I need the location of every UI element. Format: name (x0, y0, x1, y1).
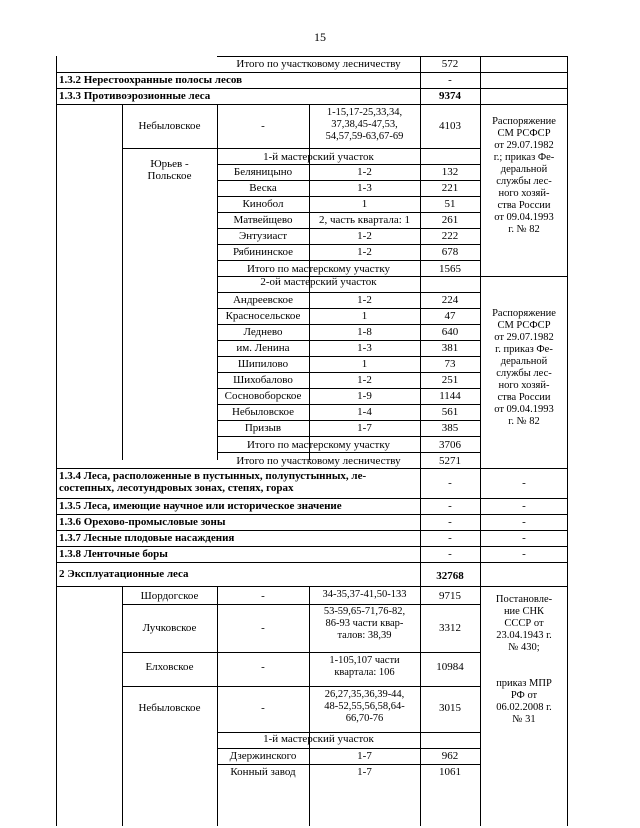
table-border-right (567, 56, 568, 826)
line (217, 356, 481, 357)
settlement-name: Сосновоборское (224, 390, 302, 402)
section-1-3-4-value: - (448, 477, 452, 489)
settlement-name: им. Ленина (236, 342, 290, 354)
section-1-3-3-value: 9374 (439, 90, 461, 102)
section-1-3-3-title: 1.3.3 Противоэрозионные леса (59, 90, 211, 102)
master-dash: - (261, 590, 265, 602)
line (217, 196, 481, 197)
section-1-3-7-note: - (522, 532, 526, 544)
section-1-3-2-title: 1.3.2 Нерестоохранные полосы лесов (59, 74, 243, 86)
section-1-3-7-title: 1.3.7 Лесные плодовые насаждения (59, 532, 235, 544)
line (122, 652, 481, 653)
quarters-cell: 1-3 (357, 182, 372, 194)
district-total-label: Итого по участковому лесничеству (236, 455, 401, 467)
settlement-name: Леднево (243, 326, 283, 338)
line (217, 764, 481, 765)
line (217, 324, 481, 325)
quarters-cell: 53-59,65-71,76-82, 86-93 части квар- талов: 38,39 (323, 606, 406, 641)
quarters-cell: 1-7 (357, 766, 372, 778)
area-cell: 381 (441, 342, 459, 354)
note-decree-3: Постановле- ние СНК СССР от 23.04.1943 г. № 430; приказ МПР РФ от 06.02.2008 г. № 31 (495, 594, 553, 725)
master-unit-3-title: 1-й мастерский участок (263, 733, 374, 745)
forestry-shordogskoe: Шордогское (140, 590, 199, 602)
forest-table (56, 56, 568, 826)
cell-total-uch-label: Итого по участковому лесничеству (236, 58, 401, 70)
area-cell: 47 (444, 310, 456, 322)
area-cell: 51 (444, 198, 456, 210)
settlement-name: Конный завод (230, 766, 296, 778)
line (56, 72, 568, 73)
quarters-cell: 1 (361, 198, 368, 210)
area-cell: 1061 (439, 766, 461, 778)
master-unit-1-total-label: Итого по мастерскому участку (246, 263, 391, 275)
settlement-name: Небыловское (231, 406, 295, 418)
area-cell: 3015 (439, 702, 461, 714)
line (217, 56, 567, 57)
area-cell: 224 (441, 294, 459, 306)
master-unit-2-title: 2-ой мастерский участок (260, 276, 377, 288)
line (56, 586, 568, 587)
line (217, 164, 481, 165)
settlement-name: Шипилово (237, 358, 289, 370)
section-1-3-5-note: - (522, 500, 526, 512)
area-cell: 9715 (439, 590, 461, 602)
master-dash: - (261, 622, 265, 634)
quarters-cell: 1-2 (357, 294, 372, 306)
quarters-cell: 1-9 (357, 390, 372, 402)
line (217, 292, 481, 293)
page-number: 15 (314, 30, 326, 44)
master-dash: - (261, 120, 265, 132)
settlement-name: Матвейщево (233, 214, 293, 226)
quarters-cell: 1-2 (357, 374, 372, 386)
section-1-3-8-value: - (448, 548, 452, 560)
master-dash: - (261, 661, 265, 673)
area-cell: 73 (444, 358, 456, 370)
quarters-cell: 2, часть квартала: 1 (318, 214, 411, 226)
master-dash: - (261, 702, 265, 714)
quarters-cell: 34-35,37-41,50-133 (322, 589, 407, 600)
forestry-yuryev-polskoe: Юрьев - Польское (147, 158, 192, 182)
note-decree-1: Распоряжение СМ РСФСР от 29.07.1982 г.; приказ Фе- деральной службы лес- ного хозяй- ства России от 09.04.1993 г. № 82 (492, 116, 556, 235)
district-total-value: 5271 (439, 455, 461, 467)
master-unit-1-total-value: 1565 (439, 263, 461, 275)
area-cell: 678 (441, 246, 459, 258)
settlement-name: Призыв (244, 422, 282, 434)
settlement-name: Дзержинского (229, 750, 297, 762)
master-unit-2-total-value: 3706 (439, 439, 461, 451)
line (217, 212, 481, 213)
line (122, 686, 481, 687)
line (217, 244, 481, 245)
settlement-name: Беляницыно (233, 166, 293, 178)
area-cell: 640 (441, 326, 459, 338)
area-cell: 385 (441, 422, 459, 434)
quarters-cell: 26,27,35,36,39-44, 48-52,55,56,58,64- 66,70-76 (324, 689, 405, 724)
section-1-3-6-note: - (522, 516, 526, 528)
settlement-name: Рябининское (232, 246, 294, 258)
master-unit-2-total-label: Итого по мастерскому участку (246, 439, 391, 451)
line (217, 436, 481, 437)
section-1-3-2-value: - (448, 74, 452, 86)
line (217, 340, 481, 341)
line (56, 514, 568, 515)
line (56, 468, 568, 469)
area-cell: 4103 (439, 120, 461, 132)
section-1-3-4-note: - (522, 477, 526, 489)
area-cell: 10984 (436, 661, 464, 673)
section-2-title: 2 Эксплуатационные леса (59, 568, 189, 580)
forestry-luchkovskoe: Лучковское (142, 622, 197, 634)
line (217, 452, 481, 453)
quarters-cell: 1 (361, 310, 368, 322)
quarters-cell: 1-2 (357, 246, 372, 258)
quarters-cell: 1 (361, 358, 368, 370)
line (217, 260, 481, 261)
settlement-name: Кинобол (242, 198, 284, 210)
section-1-3-5-value: - (448, 500, 452, 512)
section-1-3-6-value: - (448, 516, 452, 528)
line (217, 748, 481, 749)
quarters-cell: 1-7 (357, 750, 372, 762)
area-cell: 222 (441, 230, 459, 242)
area-cell: 1144 (439, 390, 461, 402)
area-cell: 561 (441, 406, 459, 418)
line (217, 228, 481, 229)
line (217, 404, 481, 405)
quarters-cell: 1-15,17-25,33,34, 37,38,45-47,53, 54,57,59-63,67-69 (325, 107, 404, 142)
line (56, 562, 568, 563)
note-decree-2: Распоряжение СМ РСФСР от 29.07.1982 г. приказ Фе- деральной службы лес- ного хозяй- ства России от 09.04.1993 г. № 82 (492, 308, 556, 427)
section-1-3-8-note: - (522, 548, 526, 560)
master-unit-1-title: 1-й мастерский участок (263, 151, 374, 163)
section-1-3-7-value: - (448, 532, 452, 544)
section-1-3-5-title: 1.3.5 Леса, имеющие научное или историческое значение (59, 500, 342, 512)
line (217, 180, 481, 181)
section-1-3-6-title: 1.3.6 Орехово-промысловые зоны (59, 516, 226, 528)
quarters-cell: 1-8 (357, 326, 372, 338)
settlement-name: Энтузиаст (238, 230, 288, 242)
section-2-value: 32768 (436, 570, 464, 582)
section-1-3-8-title: 1.3.8 Ленточные боры (59, 548, 168, 560)
line (56, 88, 568, 89)
line (56, 498, 568, 499)
settlement-name: Красносельское (225, 310, 301, 322)
area-cell: 251 (441, 374, 459, 386)
line (122, 604, 481, 605)
line (217, 372, 481, 373)
settlement-name: Шихобалово (233, 374, 293, 386)
settlement-name: Андреевское (232, 294, 293, 306)
line (122, 148, 481, 149)
quarters-cell: 1-7 (357, 422, 372, 434)
section-1-3-4-title: 1.3.4 Леса, расположенные в пустынных, полупустынных, ле- состепных, лесотундровых зонах, степях, горах (59, 470, 367, 494)
line (217, 388, 481, 389)
cell-total-uch-value: 572 (441, 58, 459, 70)
area-cell: 221 (441, 182, 459, 194)
line (56, 530, 568, 531)
quarters-cell: 1-2 (357, 230, 372, 242)
settlement-name: Веска (249, 182, 277, 194)
area-cell: 261 (441, 214, 459, 226)
table-border-left (56, 56, 57, 826)
area-cell: 3312 (439, 622, 461, 634)
forestry-nebylovskoe: Небыловское (138, 120, 201, 132)
line (56, 546, 568, 547)
quarters-cell: 1-2 (357, 166, 372, 178)
quarters-cell: 1-3 (357, 342, 372, 354)
quarters-cell: 1-105,107 части квартала: 106 (329, 655, 400, 678)
area-cell: 132 (441, 166, 459, 178)
line (56, 104, 568, 105)
area-cell: 962 (441, 750, 459, 762)
line (217, 420, 481, 421)
forestry-nebylovskoe-2: Небыловское (138, 702, 201, 714)
quarters-cell: 1-4 (357, 406, 372, 418)
line (217, 308, 481, 309)
forestry-elkhovskoe: Елховское (145, 661, 194, 673)
